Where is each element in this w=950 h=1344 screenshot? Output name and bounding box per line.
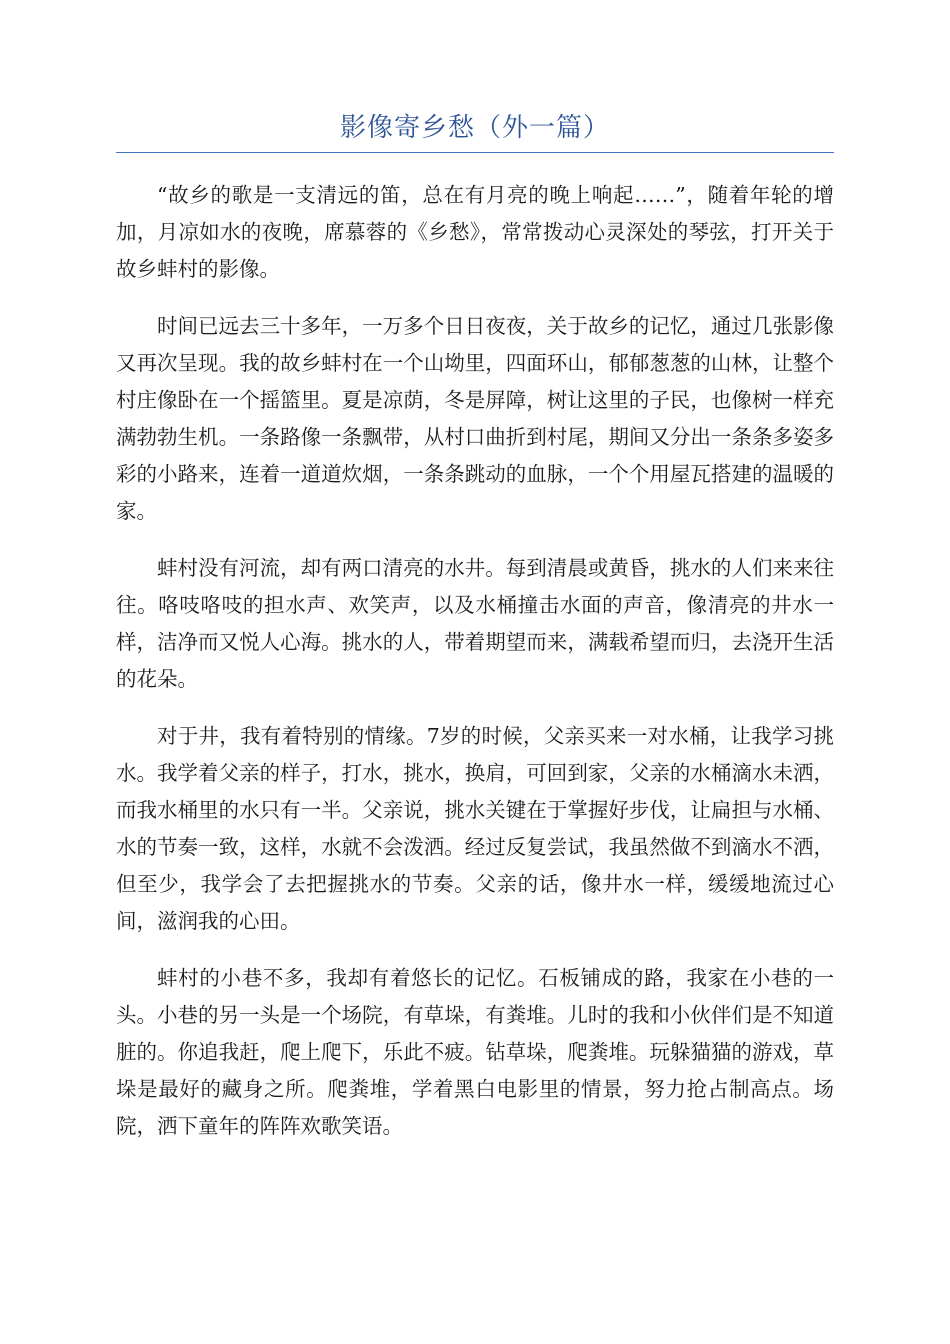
paragraph-3: 蚌村没有河流，却有两口清亮的水井。每到清晨或黄昏，挑水的人们来来往往。咯吱咯吱的担水声、欢笑声，以及水桶撞击水面的声音，像清亮的井水一样，洁净而又悦人心海。挑水的人，带着期望而来，满载希望而归，去浇开生活的花朵。 <box>116 556 834 691</box>
paragraph-4: 对于井，我有着特别的情缘。7岁的时候，父亲买来一对水桶，让我学习挑水。我学着父亲的样子，打水，挑水，换肩，可回到家，父亲的水桶滴水未洒，而我水桶里的水只有一半。父亲说，挑水关键在于掌握好步伐，让扁担与水桶、水的节奏一致，这样，水就不会泼洒。经过反复尝试，我虽然做不到滴水不洒，但至少，我学会了去把握挑水的节奏。父亲的话，像井水一样，缓缓地流过心间，滋润我的心田。 <box>116 724 834 933</box>
paragraph-5: 蚌村的小巷不多，我却有着悠长的记忆。石板铺成的路，我家在小巷的一头。小巷的另一头是一个场院，有草垛，有粪堆。儿时的我和小伙伴们是不知道脏的。你追我赶，爬上爬下，乐此不疲。钻草垛，爬粪堆。玩躲猫猫的游戏，草垛是最好的藏身之所。爬粪堆，学着黑白电影里的情景，努力抢占制高点。场院，洒下童年的阵阵欢歌笑语。 <box>116 966 834 1138</box>
document-page <box>116 108 834 1165</box>
title-underline <box>116 152 834 153</box>
paragraph-2: 时间已远去三十多年，一万多个日日夜夜，关于故乡的记忆，通过几张影像又再次呈现。我的故乡蚌村在一个山坳里，四面环山，郁郁葱葱的山林，让整个村庄像卧在一个摇篮里。夏是凉荫，冬是屏障，树让这里的子民，也像树一样充满勃勃生机。一条路像一条飘带，从村口曲折到村尾，期间又分出一条条多姿多彩的小路来，连着一道道炊烟，一条条跳动的血脉，一个个用屋瓦搭建的温暖的家。 <box>116 314 834 523</box>
document-title: 影像寄乡愁（外一篇） <box>339 113 610 143</box>
paragraph-1: “故乡的歌是一支清远的笛，总在有月亮的晚上响起……”，随着年轮的增加，月凉如水的夜晚，席慕蓉的《乡愁》，常常拨动心灵深处的琴弦，打开关于故乡蚌村的影像。 <box>116 183 834 281</box>
document-body <box>116 177 834 1145</box>
